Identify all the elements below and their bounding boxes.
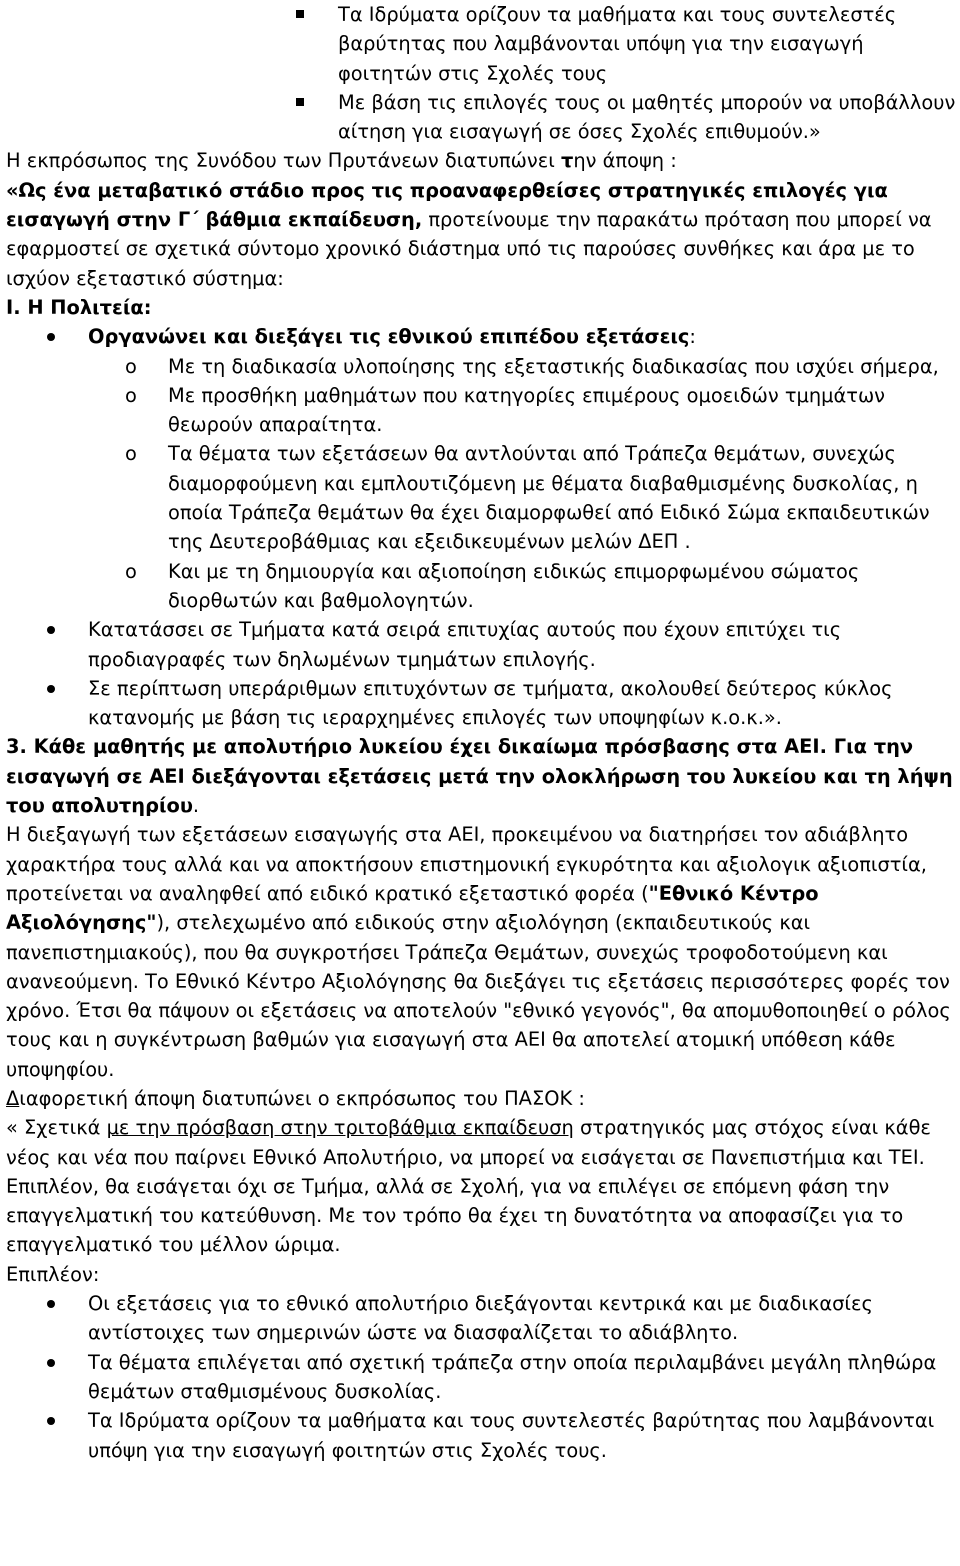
- list-item: Σε περίπτωση υπεράριθμων επιτυχόντων σε τμήματα, ακολουθεί δεύτερος κύκλος κατανομής με βάση τις ιεραρχημένες επιλογές των υποψηφίων κ.ο.κ.».: [88, 674, 956, 733]
- list-item: o Και με τη δημιουργία και αξιοποίηση ειδικώς επιμορφωμένου σώματος διορθωτών και βαθμολογητών.: [168, 557, 956, 616]
- sub-list: [83, 352, 956, 616]
- list-item: o Με τη διαδικασία υλοποίησης της εξεταστικής διαδικασίας που ισχύει σήμερα,: [168, 352, 956, 381]
- list-item: Κατατάσσει σε Τμήματα κατά σειρά επιτυχίας αυτούς που έχουν επιτύχει τις προδιαγραφές των δηλωμένων τμημάτων επιλογής.: [88, 615, 956, 674]
- bullet-icon: [47, 1359, 55, 1367]
- pasok-quote: « Σχετικά με την πρόσβαση στην τριτοβάθμια εκπαίδευση στρατηγικός μας στόχος είναι κάθε νέος και νέα που παίρνει Εθνικό Απολυτήριο, να μπορεί να εισάγεται σε Πανεπιστήμια και ΤΕΙ. Επιπλέον, θα εισάγεται όχι σε Τμήμα, αλλά σε Σχολή, για να επιλέγει σε επόμενη φάση την επαγγελματική του κατεύθυνση. Με τον τρόπο θα έχει τη δυνατότητα να αποφασίζει για το επαγγελματικό του μέλλον ώριμα.: [6, 1116, 931, 1257]
- bullet-icon: [47, 685, 55, 693]
- top-bullet-list: [6, 0, 956, 146]
- list-item: Με βάση τις επιλογές τους οι μαθητές μπορούν να υποβάλλουν αίτηση για εισαγωγή σε όσες Σχολές επιθυμούν.»: [338, 88, 956, 147]
- bullet-icon: [47, 1300, 55, 1308]
- pasok-intro: Διαφορετική άποψη διατυπώνει ο εκπρόσωπος του ΠΑΣΟΚ :: [6, 1086, 585, 1110]
- list-item: Τα Ιδρύματα ορίζουν τα μαθήματα και τους συντελεστές βαρύτητας που λαμβάνονται υπόψη για την εισαγωγή φοιτητών στις Σχολές τους: [338, 0, 956, 88]
- synodos-paragraph: Η εκπρόσωπος της Συνόδου των Πρυτάνεων διατυπώνει την άποψη : «Ως ένα μεταβατικό στάδιο προς τις προαναφερθείσες στρατηγικές επιλογές για εισαγωγή στην Γ΄ βάθμια εκπαίδευση, προτείνουμε την παρακάτω πρόταση που μπορεί να εφαρμοστεί σε σχετικά σύντομο χρονικό διάστημα υπό τις παρούσες συνθήκες και άρα με το ισχύον εξεταστικό σύστημα:: [6, 149, 932, 290]
- bullet-icon: [47, 626, 55, 634]
- politeia-heading: Ι. Η Πολιτεία:: [6, 295, 152, 319]
- section-3-heading: 3. Κάθε μαθητής με απολυτήριο λυκείου έχει δικαίωμα πρόσβασης στα ΑΕΙ. Για την εισαγωγή σε ΑΕΙ διεξάγονται εξετάσεις μετά την ολοκλήρωση του λυκείου και τη λήψη του απολυτηρίου.: [6, 735, 953, 818]
- list-item: Οργανώνει και διεξάγει τις εθνικού επιπέδου εξετάσεις: o Με τη διαδικασία υλοποίησης της εξεταστικής διαδικασίας που ισχύει σήμερα, o Με προσθήκη μαθημάτων που κατηγορίες επιμέρους ομοειδών τμημάτων θεωρούν απαραίτητα. o Τα θέματα των εξετάσεων θα αντλούνται από Τράπεζα θεμάτων, συνεχώς διαμορφούμενη και εμπλουτιζόμενη με θέματα διαβαθμισμένης δυσκολίας, η οποία Τράπεζα θεμάτων θα έχει διαμορφωθεί από Ειδικό Σώμα εκπαιδευτικών της Δευτεροβάθμιας και εξειδικευμένων μελών ΔΕΠ . o Και με τη δημιουργία και αξιοποίηση ειδικώς επιμορφωμένου σώματος διορθωτών και βαθμολογητών.: [88, 322, 956, 615]
- square-bullet-icon: [296, 10, 304, 18]
- bullet-icon: [47, 333, 55, 341]
- pasok-list: [6, 1289, 956, 1465]
- exams-paragraph: Η διεξαγωγή των εξετάσεων εισαγωγής στα ΑΕΙ, προκειμένου να διατηρήσει τον αδιάβλητο χαρακτήρα τους αλλά και να αποκτήσουν επιστημονική εγκυρότητα και αξιολογικ αξιοπιστία, προτείνεται να αναληφθεί από ειδικό κρατικό εξεταστικό φορέα ("Εθνικό Κέντρο Αξιολόγησης"), στελεχωμένο από ειδικούς στην αξιολόγηση (εκπαιδευτικούς και πανεπιστημιακούς), που θα συγκροτήσει Τράπεζα Θεμάτων, συνεχώς τροφοδοτούμενη και ανανεούμενη. Το Εθνικό Κέντρο Αξιολόγησης θα διεξάγει τις εξετάσεις περισσότερες φορές τον χρόνο. Έτσι θα πάψουν οι εξετάσεις να αποτελούν "εθνικό γεγονός", θα απομυθοποιηθεί ο ρόλος τους και η συγκέντρωση βαθμών για εισαγωγή στα ΑΕΙ θα αποτελεί ατομική υπόθεση κάθε υποψηφίου.: [6, 823, 951, 1081]
- circle-bullet-icon: o: [125, 383, 137, 407]
- circle-bullet-icon: o: [125, 442, 137, 466]
- list-item: o Με προσθήκη μαθημάτων που κατηγορίες επιμέρους ομοειδών τμημάτων θεωρούν απαραίτητα.: [168, 381, 956, 440]
- list-item: Οι εξετάσεις για το εθνικό απολυτήριο διεξάγονται κεντρικά και με διαδικασίες αντίστοιχες των σημερινών ώστε να διασφαλίζεται το αδιάβλητο.: [88, 1289, 956, 1348]
- square-bullet-icon: [296, 98, 304, 106]
- list-item: o Τα θέματα των εξετάσεων θα αντλούνται από Τράπεζα θεμάτων, συνεχώς διαμορφούμενη και εμπλουτιζόμενη με θέματα διαβαθμισμένης δυσκολίας, η οποία Τράπεζα θεμάτων θα έχει διαμορφωθεί από Ειδικό Σώμα εκπαιδευτικών της Δευτεροβάθμιας και εξειδικευμένων μελών ΔΕΠ .: [168, 439, 956, 556]
- circle-bullet-icon: o: [125, 559, 137, 583]
- list-item: Τα θέματα επιλέγεται από σχετική τράπεζα στην οποία περιλαμβάνει μεγάλη πληθώρα θεμάτων σταθμισμένους δυσκολίας.: [88, 1348, 956, 1407]
- bullet-icon: [47, 1417, 55, 1425]
- circle-bullet-icon: o: [125, 354, 137, 378]
- epipleon-label: Επιπλέον:: [6, 1262, 100, 1286]
- synodos-bold-quote: «Ως ένα μεταβατικό στάδιο προς τις προαναφερθείσες στρατηγικές επιλογές για εισαγωγή στην Γ΄ βάθμια εκπαίδευση,: [6, 178, 888, 232]
- politeia-list: [6, 322, 956, 732]
- list-item: Τα Ιδρύματα ορίζουν τα μαθήματα και τους συντελεστές βαρύτητας που λαμβάνονται υπόψη για την εισαγωγή φοιτητών στις Σχολές τους.: [88, 1406, 956, 1465]
